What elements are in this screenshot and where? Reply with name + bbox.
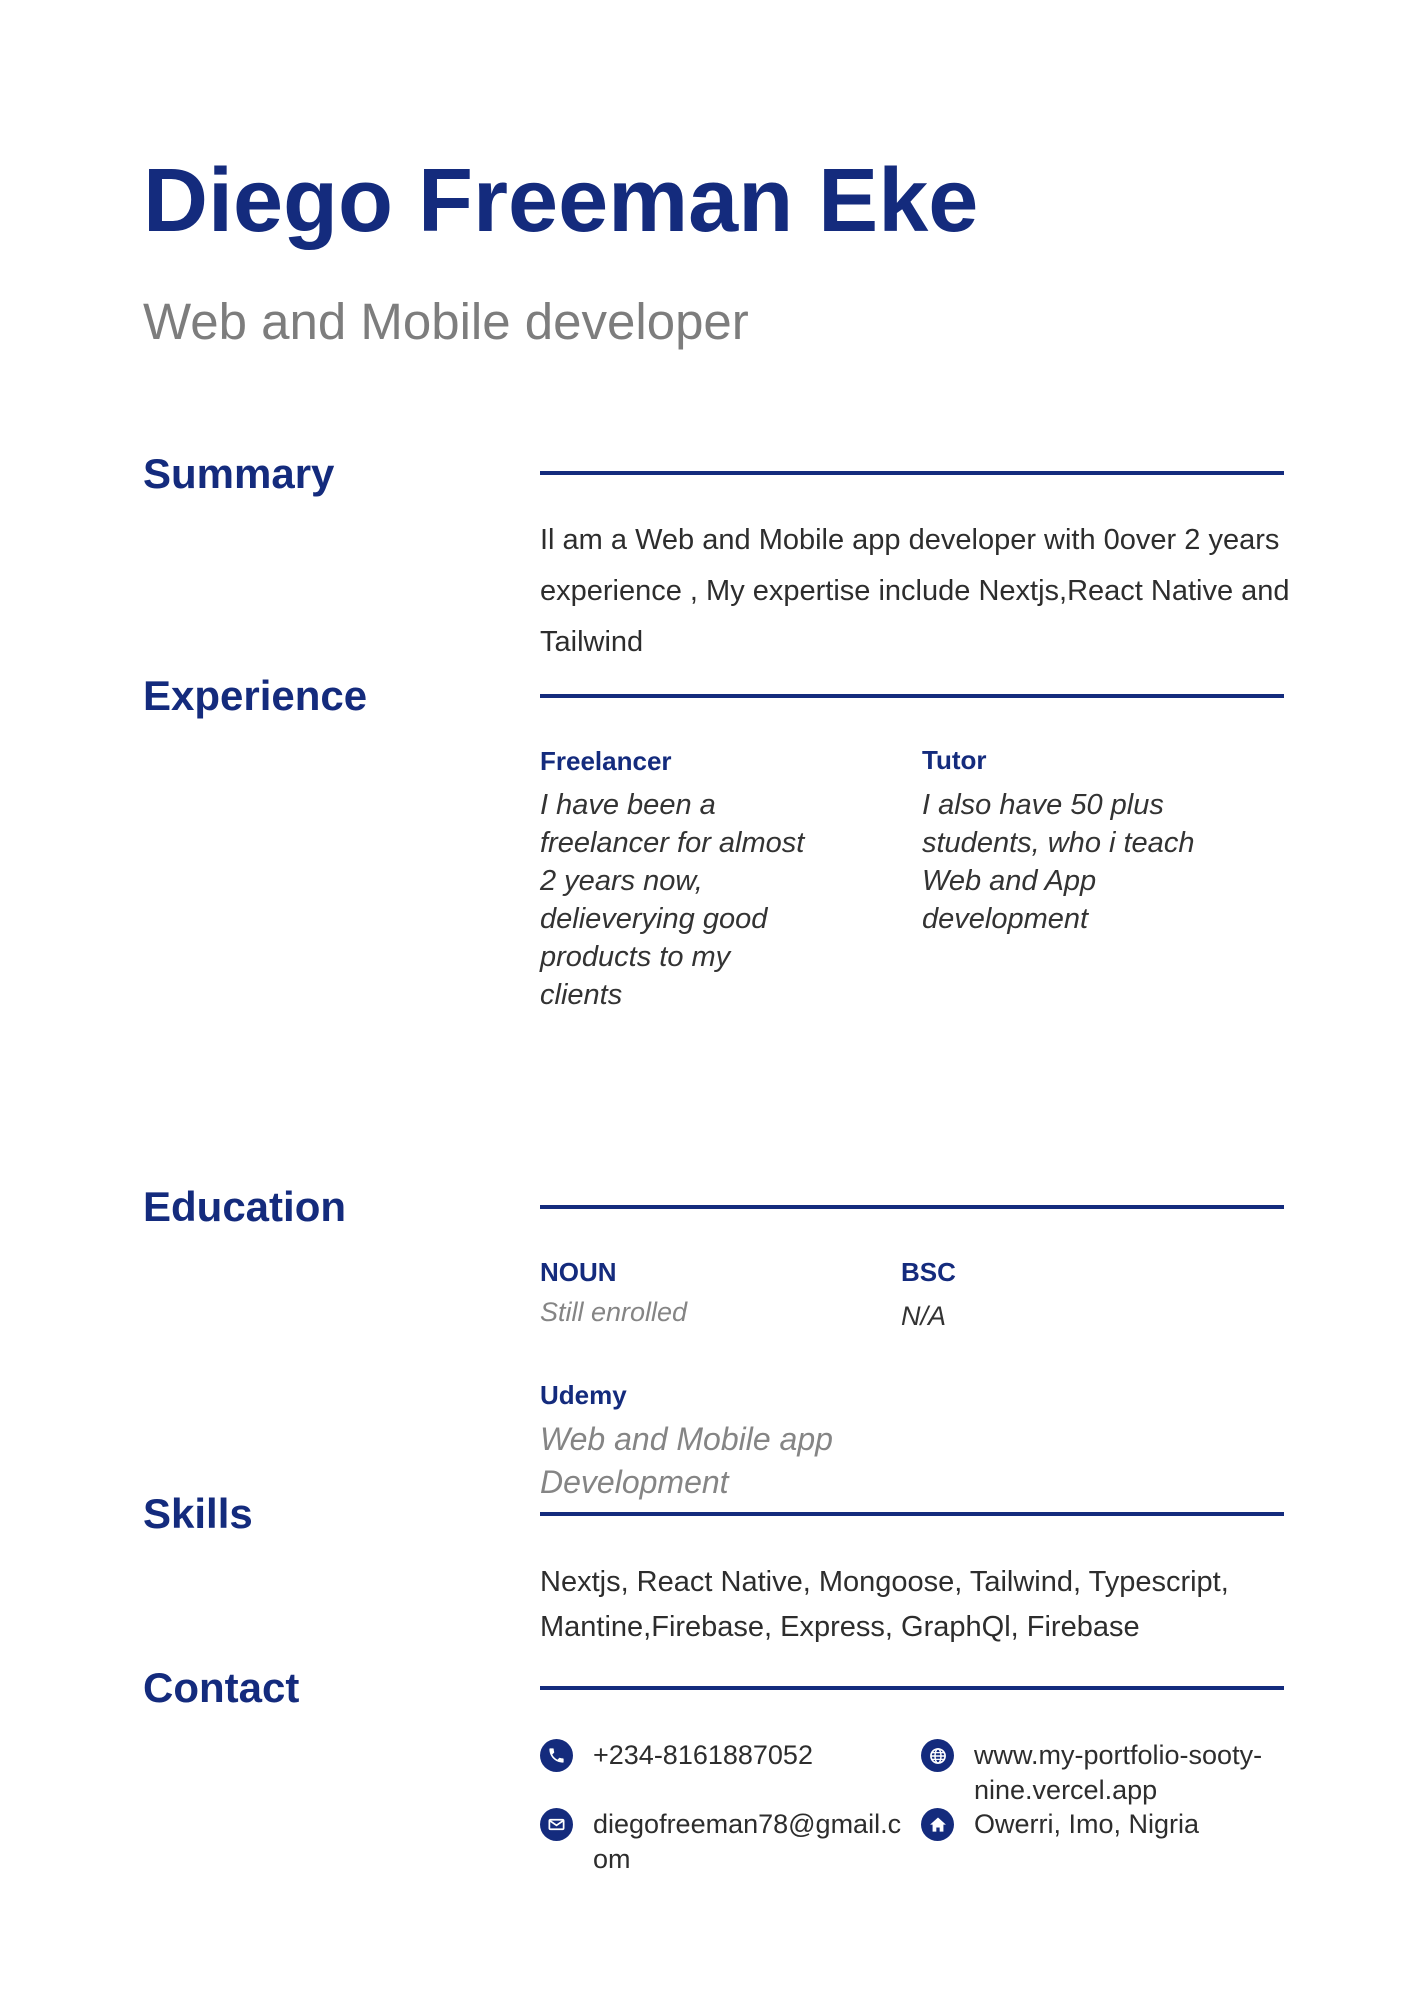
education-institution-udemy: Udemy <box>540 1380 627 1410</box>
globe-icon <box>921 1739 954 1772</box>
summary-divider <box>540 471 1284 475</box>
education-heading: Education <box>143 1183 347 1230</box>
experience-role-freelancer: Freelancer <box>540 746 672 776</box>
skills-heading: Skills <box>143 1490 253 1537</box>
contact-divider <box>540 1686 1284 1690</box>
summary-heading: Summary <box>143 450 335 497</box>
contact-heading: Contact <box>143 1664 300 1711</box>
contact-website <box>921 1738 1274 1808</box>
education-detail-noun: Still enrolled <box>540 1297 688 1327</box>
education-institution-noun: NOUN <box>540 1257 617 1287</box>
experience-description-tutor: I also have 50 plus students, who i teach Web and App development <box>922 789 1195 935</box>
contact-email <box>540 1807 903 1877</box>
contact-location-text: Owerri, Imo, Nigria <box>974 1809 1200 1839</box>
education-detail-udemy: Web and Mobile app Development <box>540 1421 833 1500</box>
contact-website-text[interactable]: www.my-portfolio-sooty-nine.vercel.app <box>974 1740 1263 1805</box>
email-icon <box>540 1808 573 1841</box>
education-institution-bsc: BSC <box>901 1257 956 1287</box>
experience-role-tutor: Tutor <box>922 745 987 775</box>
contact-phone-text: +234-8161887052 <box>593 1740 813 1770</box>
experience-heading: Experience <box>143 672 368 719</box>
skills-divider <box>540 1512 1284 1516</box>
home-icon <box>921 1808 954 1841</box>
contact-phone <box>540 1738 913 1773</box>
contact-email-text[interactable]: diegofreeman78@gmail.com <box>593 1809 902 1874</box>
skills-text: Nextjs, React Native, Mongoose, Tailwind, Typescript, Mantine,Firebase, Express, GraphQl, Firebase <box>540 1566 1229 1643</box>
resume-title: Web and Mobile developer <box>143 293 749 350</box>
education-divider <box>540 1205 1284 1209</box>
experience-description-freelancer: I have been a freelancer for almost 2 years now, delieverying good products to my clients <box>540 789 805 1011</box>
phone-icon <box>540 1739 573 1772</box>
education-detail-bsc: N/A <box>901 1301 947 1331</box>
experience-divider <box>540 694 1284 698</box>
contact-location <box>921 1807 1274 1842</box>
resume-name: Diego Freeman Eke <box>143 151 979 251</box>
summary-text: Il am a Web and Mobile app developer with 0over 2 years experience , My expertise include Nextjs,React Native and Tailwind <box>540 524 1290 658</box>
